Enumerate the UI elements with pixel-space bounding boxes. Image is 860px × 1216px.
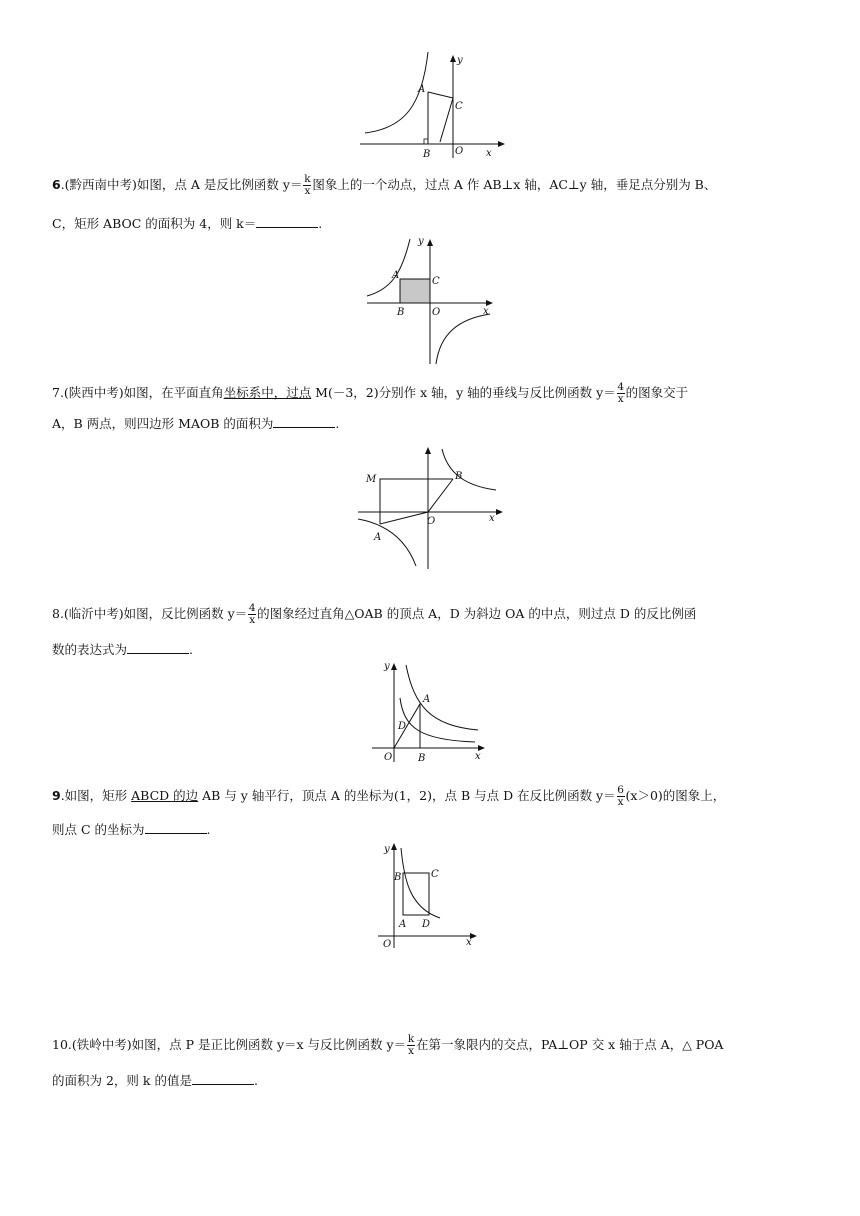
label-b: B: [394, 872, 402, 883]
q7-text-line2: A，B 两点，则四边形 MAOB 的面积为: [52, 416, 274, 431]
q6-frac-num: k: [304, 173, 311, 185]
label-y: y: [418, 236, 424, 247]
q10-answer-blank[interactable]: [192, 1072, 254, 1085]
q7-line1: [52, 382, 812, 405]
q9-text-underlined: ABCD 的边: [131, 788, 199, 803]
q8-frac-num: 4: [248, 602, 256, 614]
q10-number: 10: [52, 1037, 68, 1052]
q9-number: 9: [52, 788, 61, 803]
label-x: x: [489, 513, 495, 524]
q10-text-pre: .(铁岭中考)如图，点 P 是正比例函数 y＝x 与反比例函数 y＝: [67, 1037, 407, 1052]
y-arrow: [427, 239, 433, 246]
q8-fraction: [248, 603, 256, 626]
q9-text-pre: .如图，矩形: [60, 788, 132, 803]
q6-text-pre: .(黔西南中考)如图，点 A 是反比例函数 y＝: [60, 177, 303, 192]
q7-text-pre: .(陕西中考)如图，在平面直角: [59, 385, 224, 400]
q7-answer-blank[interactable]: [273, 415, 335, 428]
hyperbola-y6x: [401, 848, 440, 918]
hyperbola-y4x: [406, 665, 478, 730]
q8-text-end: .: [189, 642, 193, 657]
q9-text-line2: 则点 C 的坐标为: [52, 822, 145, 837]
figure-q5-svg: [360, 50, 510, 160]
figure-q9: [374, 840, 484, 952]
q10-frac-den: x: [408, 1045, 415, 1057]
hyperbola-branch-3: [358, 519, 416, 566]
q7-text-underlined: 坐标系中，过点: [223, 385, 312, 400]
q7-frac-den: x: [617, 393, 624, 405]
label-y: y: [384, 844, 390, 855]
label-a: A: [423, 694, 431, 705]
segment-ac: [428, 92, 453, 142]
label-o: O: [383, 939, 392, 950]
label-x: x: [475, 751, 481, 762]
label-d: D: [422, 919, 431, 930]
q10-text-post: 在第一象限内的交点，PA⊥OP 交 x 轴于点 A，△ POA: [416, 1037, 724, 1052]
q9-text-mid: AB 与 y 轴平行，顶点 A 的坐标为(1，2)，点 B 与点 D 在反比例函数 y＝: [198, 788, 616, 803]
label-y: y: [457, 55, 463, 66]
q6-fraction: [303, 174, 311, 197]
label-o: O: [427, 516, 436, 527]
q8-line1: [52, 603, 812, 626]
segments-ao-ob: [380, 479, 453, 524]
label-o: O: [432, 307, 441, 318]
y-arrow: [391, 663, 397, 670]
label-d: D: [398, 721, 407, 732]
label-m: M: [366, 474, 377, 485]
y-arrow: [425, 447, 431, 454]
q10-fraction: [407, 1034, 415, 1057]
label-a: A: [392, 270, 400, 281]
q7-text-mid: M(－3，2)分别作 x 轴，y 轴的垂线与反比例函数 y＝: [311, 385, 616, 400]
q8-answer-blank[interactable]: [127, 641, 189, 654]
label-a: A: [399, 919, 407, 930]
y-arrow: [391, 843, 397, 850]
q6-number: 6: [52, 177, 61, 192]
rectangle-aboc: [400, 279, 430, 303]
q9-frac-den: x: [617, 796, 624, 808]
label-a: A: [374, 532, 382, 543]
label-x: x: [483, 306, 489, 317]
y-arrow: [450, 55, 456, 62]
label-c: C: [455, 101, 463, 112]
q7-number: 7: [52, 385, 60, 400]
figure-q6-svg: [362, 234, 502, 366]
x-arrow: [496, 509, 503, 515]
q10-line2: [52, 1071, 812, 1091]
figure-q7-svg: [356, 444, 506, 570]
q9-line1: [52, 785, 812, 808]
hyperbola-through-d: [400, 698, 475, 742]
q8-number: 8: [52, 606, 60, 621]
q8-text-post: 的图象经过直角△OAB 的顶点 A，D 为斜边 OA 的中点，则过点 D 的反比例函: [257, 606, 697, 621]
q6-frac-den: x: [304, 185, 311, 197]
q9-line2: [52, 820, 812, 840]
label-b: B: [418, 753, 426, 764]
q8-text-pre: .(临沂中考)如图，反比例函数 y＝: [59, 606, 248, 621]
figure-q8-svg: [370, 660, 488, 765]
q7-frac-num: 4: [617, 381, 624, 393]
x-arrow: [498, 141, 505, 147]
q9-frac-num: 6: [617, 784, 624, 796]
q8-frac-den: x: [249, 614, 256, 626]
q6-text-end: .: [318, 216, 323, 231]
figure-q7: [356, 444, 506, 570]
hyperbola-branch-1: [442, 449, 496, 490]
segments-ma-mb: [380, 479, 453, 524]
q7-text-end: .: [335, 416, 340, 431]
figure-q6: [362, 234, 502, 366]
q10-text-end: .: [253, 1073, 258, 1088]
q9-fraction: [617, 785, 625, 808]
figure-q9-svg: [374, 840, 484, 952]
label-x: x: [466, 937, 472, 948]
q7-fraction: [617, 382, 625, 405]
q7-text-post: 的图象交于: [625, 385, 689, 400]
q10-frac-num: k: [407, 1033, 415, 1045]
label-o: O: [384, 752, 393, 763]
q9-text-post: (x＞0)的图象上，: [625, 788, 726, 803]
q7-line2: [52, 414, 812, 434]
hyperbola-branch-4: [436, 314, 490, 364]
q10-line1: [52, 1034, 812, 1057]
q6-text-line2: C，矩形 ABOC 的面积为 4，则 k＝: [52, 216, 257, 231]
q6-line2: [52, 214, 812, 234]
label-y: y: [384, 661, 390, 672]
label-b: B: [423, 149, 431, 160]
label-a: A: [418, 84, 426, 95]
figure-q5: [360, 50, 510, 160]
q8-line2: [52, 640, 812, 660]
rectangle-abcd: [403, 873, 429, 915]
right-angle-mark: [424, 139, 428, 144]
q9-answer-blank[interactable]: [145, 821, 207, 834]
q9-text-end: .: [206, 822, 211, 837]
q6-text-post: 图象上的一个动点，过点 A 作 AB⊥x 轴，AC⊥y 轴，垂足点分别为 B、: [312, 177, 717, 192]
label-x: x: [486, 148, 492, 159]
label-o: O: [455, 146, 464, 157]
q6-answer-blank[interactable]: [256, 215, 318, 228]
q8-text-line2: 数的表达式为: [52, 642, 128, 657]
q10-text-line2: 的面积为 2，则 k 的值是: [52, 1073, 192, 1088]
label-c: C: [432, 276, 440, 287]
q6-line1: [52, 174, 812, 197]
label-b: B: [397, 307, 405, 318]
label-b: B: [455, 471, 463, 482]
figure-q8: [370, 660, 488, 765]
label-c: C: [431, 869, 439, 880]
